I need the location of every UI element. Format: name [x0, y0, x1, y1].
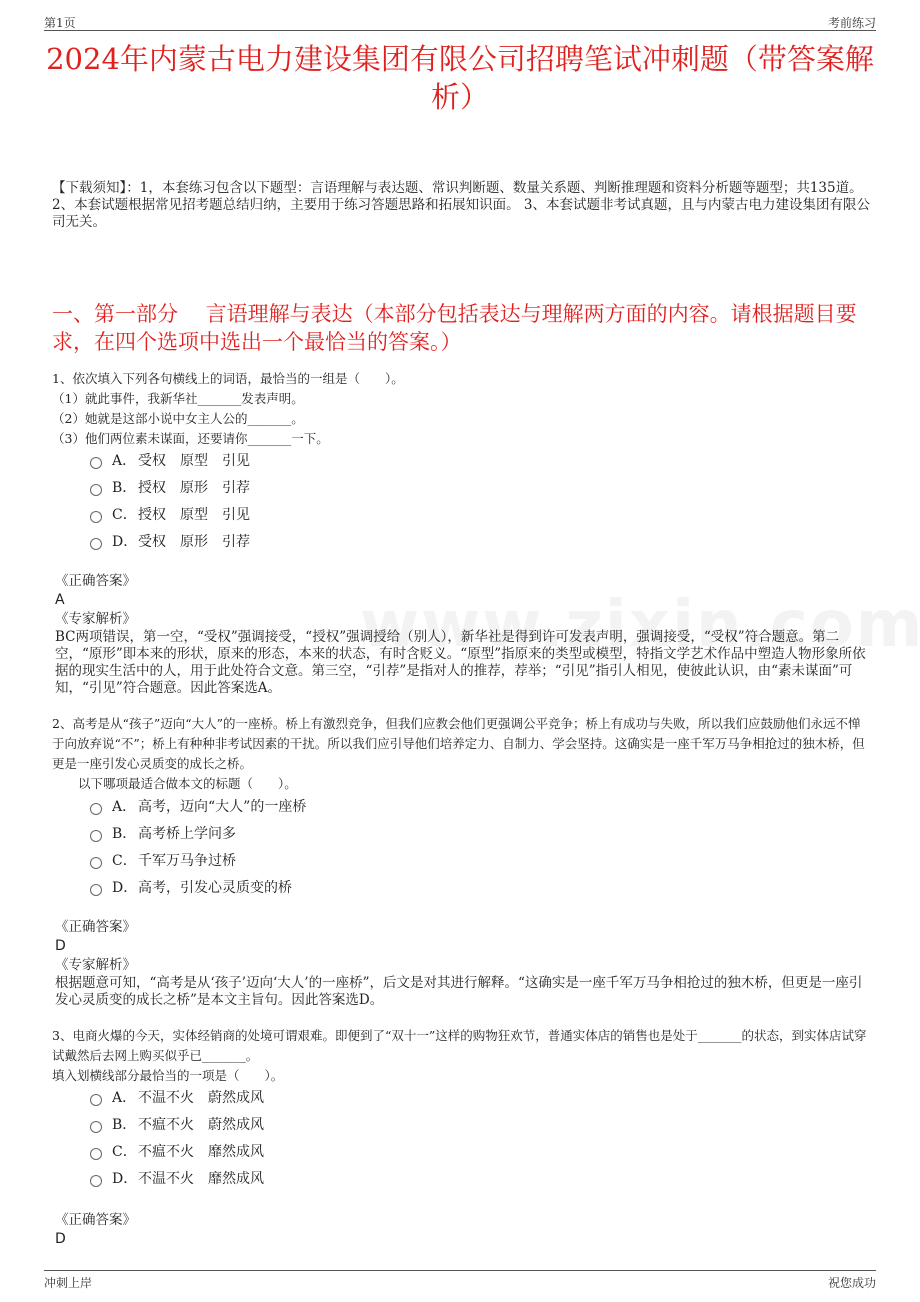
question-prompt: 以下哪项最适合做本文的标题（ ）。 [78, 776, 297, 791]
radio-button-icon[interactable] [90, 1094, 102, 1106]
radio-button-icon[interactable] [90, 884, 102, 896]
answer-label: 《正确答案》 [55, 573, 136, 589]
question-1 [52, 369, 870, 449]
footer-slogan-right: 祝您成功 [827, 1276, 876, 1290]
option-b[interactable]: B． 高考桥上学问多 [90, 819, 306, 846]
document-title: 2024年内蒙古电力建设集团有限公司招聘笔试冲刺题（带答案解析） [46, 42, 874, 114]
answer-value: A [55, 592, 65, 608]
answer-value: D [55, 1231, 66, 1247]
page-header [44, 10, 876, 31]
radio-button-icon[interactable] [90, 457, 102, 469]
radio-button-icon[interactable] [90, 538, 102, 550]
answer-label: 《正确答案》 [55, 1212, 136, 1228]
radio-button-icon[interactable] [90, 1121, 102, 1133]
question-3-options [90, 1083, 264, 1191]
answer-label: 《正确答案》 [55, 919, 136, 935]
analysis-label: 《专家解析》 [55, 957, 136, 973]
option-b[interactable]: B． 授权 原形 引荐 [90, 473, 250, 500]
header-tag: 考前练习 [827, 16, 876, 30]
radio-button-icon[interactable] [90, 1148, 102, 1160]
question-line: （2）她就是这部小说中女主人公的_______。 [52, 411, 304, 426]
question-1-options [90, 446, 250, 554]
page-footer [44, 1270, 876, 1290]
radio-button-icon[interactable] [90, 511, 102, 523]
option-d[interactable]: D． 不温不火 靡然成风 [90, 1164, 264, 1191]
option-a[interactable]: A． 高考，迈向“大人”的一座桥 [90, 792, 306, 819]
analysis-text: BC两项错误，第一空，“受权”强调接受，“授权”强调授给（别人），新华社是得到许可发表声明，强调接受，“受权”符合题意。第二空，“原形”即本来的形状，原来的形态，本来的状态，有时含贬义。“原型”指原来的类型或模型，特指文学艺术作品中塑造人物形象所依据的现实生活中的人，用于此处符合文意。第三空，“引荐”是指对人的推荐，荐举；“引见”指引人相见，使彼此认识，由“素未谋面”可知，“引见”符合题意。因此答案选A。 [55, 629, 866, 696]
question-stem: 3、电商火爆的今天，实体经销商的处境可谓艰难。即便到了“双十一”这样的购物狂欢节，普通实体店的销售也是处于_______的状态，到实体店试穿试戴然后去网上购买似乎已_______。 [52, 1028, 867, 1063]
radio-button-icon[interactable] [90, 1175, 102, 1187]
question-2-answer [55, 917, 874, 1009]
option-a[interactable]: A． 受权 原型 引见 [90, 446, 250, 473]
radio-button-icon[interactable] [90, 803, 102, 815]
question-stem: 1、依次填入下列各句横线上的词语，最恰当的一组是（ ）。 [52, 371, 404, 386]
option-c[interactable]: C． 授权 原型 引见 [90, 500, 250, 527]
footer-slogan-left: 冲刺上岸 [44, 1276, 93, 1290]
option-c[interactable]: C． 千军万马争过桥 [90, 846, 306, 873]
option-a[interactable]: A． 不温不火 蔚然成风 [90, 1083, 264, 1110]
analysis-label: 《专家解析》 [55, 611, 136, 627]
analysis-text: 根据题意可知，“高考是从‘孩子’迈向‘大人’的一座桥”，后文是对其进行解释。“这确实是一座千军万马争相抢过的独木桥，但更是一座引发心灵质变的成长之桥”是本文主旨句。因此答案选D。 [55, 975, 863, 1008]
question-3 [52, 1026, 870, 1086]
option-b[interactable]: B． 不瘟不火 蔚然成风 [90, 1110, 264, 1137]
question-prompt: 填入划横线部分最恰当的一项是（ ）。 [52, 1068, 284, 1083]
download-notice: 【下载须知】：1，本套练习包含以下题型：言语理解与表达题、常识判断题、数量关系题、判断推理题和资料分析题等题型；共135道。 2、本套试题根据常见招考题总结归纳，主要用于练习答题思路和拓展知识面。 3、本套试题非考试真题，且与内蒙古电力建设集团有限公司无关。 [52, 180, 870, 230]
radio-button-icon[interactable] [90, 830, 102, 842]
answer-value: D [55, 938, 66, 954]
option-d[interactable]: D． 高考，引发心灵质变的桥 [90, 873, 306, 900]
option-c[interactable]: C． 不瘟不火 靡然成风 [90, 1137, 264, 1164]
section-title: 一、第一部分 言语理解与表达（本部分包括表达与理解两方面的内容。请根据题目要求，在四个选项中选出一个最恰当的答案。） [52, 302, 857, 354]
radio-button-icon[interactable] [90, 484, 102, 496]
question-3-answer [55, 1210, 874, 1248]
question-2-options [90, 792, 306, 900]
question-line: （1）就此事件，我新华社_______发表声明。 [52, 391, 304, 406]
question-stem: 2、高考是从“孩子”迈向“大人”的一座桥。桥上有激烈竞争，但我们应教会他们更强调公平竞争；桥上有成功与失败，所以我们应鼓励他们永远不惮于向放弃说“不”；桥上有种种非考试因素的干扰。所以我们应引导他们培养定力、自制力、学会坚持。这确实是一座千军万马争相抢过的独木桥，但更是一座引发心灵质变的成长之桥。 [52, 716, 865, 771]
question-2 [52, 714, 870, 794]
question-1-answer [55, 571, 874, 697]
page-number: 第1页 [44, 16, 76, 30]
question-line: （3）他们两位素未谋面，还要请你_______一下。 [52, 431, 329, 446]
option-d[interactable]: D． 受权 原形 引荐 [90, 527, 250, 554]
radio-button-icon[interactable] [90, 857, 102, 869]
